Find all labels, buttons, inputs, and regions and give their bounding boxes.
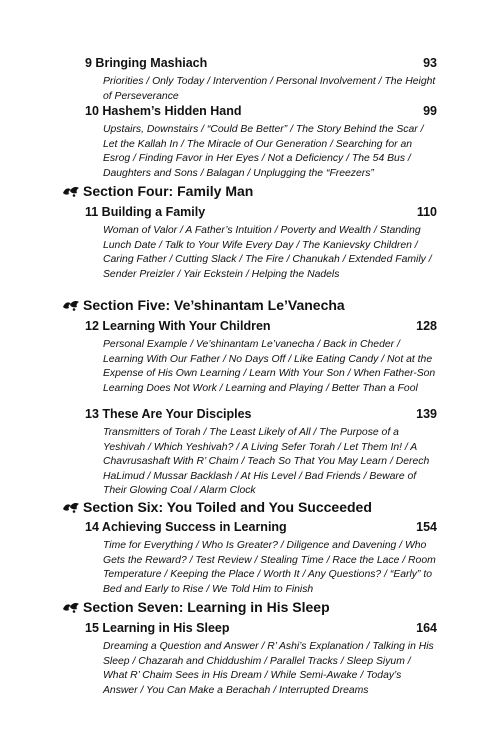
chapter-page-number: 99	[423, 104, 437, 118]
chapter-topics: Personal Example / Ve’shinantam Le’vanecha / Back in Cheder / Learning With Our Father / No Days Off / Like Eating Candy / Not at the Expense of His Own Learning / Learn With Your Son / When Father-Son Learning Does Not Work / Learning and Playing / Better Than a Fool	[103, 339, 436, 394]
section-title: Section Seven: Learning in His Sleep	[83, 599, 330, 615]
section-title: Section Six: You Toiled and You Succeeded	[83, 499, 372, 515]
chapter-title: 9 Bringing Mashiach	[85, 56, 208, 70]
section-heading	[62, 296, 462, 314]
toc-chapter-entry	[85, 204, 437, 282]
chapter-page-number: 128	[416, 319, 437, 333]
fleuron-ornament-icon	[62, 298, 80, 312]
chapter-title: 15 Learning in His Sleep	[85, 621, 230, 635]
section-title: Section Four: Family Man	[83, 183, 254, 199]
chapter-page-number: 164	[416, 621, 437, 635]
chapter-title: 12 Learning With Your Children	[85, 319, 271, 333]
chapter-page-number: 93	[423, 56, 437, 70]
chapter-page-number: 139	[416, 407, 437, 421]
chapter-title: 10 Hashem’s Hidden Hand	[85, 104, 242, 118]
toc-chapter-entry	[85, 620, 437, 698]
fleuron-ornament-icon	[62, 600, 80, 614]
chapter-page-number: 154	[416, 520, 437, 534]
section-title: Section Five: Ve’shinantam Le’Vanecha	[83, 297, 345, 313]
toc-chapter-entry	[85, 406, 437, 499]
chapter-topics: Priorities / Only Today / Intervention / Personal Involvement / The Height of Perseverance	[103, 76, 436, 102]
section-heading	[62, 182, 462, 200]
toc-chapter-entry	[85, 55, 437, 104]
chapter-title: 13 These Are Your Disciples	[85, 407, 252, 421]
fleuron-ornament-icon	[62, 184, 80, 198]
chapter-topics: Woman of Valor / A Father’s Intuition / Poverty and Wealth / Standing Lunch Date / Talk to Your Wife Every Day / The Kanievsky Children / Caring Father / Cutting Slack / The Fire / Chanukah / Extended Family / Sender Preizler / Yair Eckstein / Helping the Nadels	[103, 225, 432, 280]
toc-chapter-entry	[85, 103, 437, 181]
chapter-topics: Upstairs, Downstairs / “Could Be Better” / The Story Behind the Scar / Let the Kallah In / The Miracle of Our Generation / Searching for an Esrog / Finding Favor in Her Eyes / Not a Deficiency / The 54 Bus / Daughters and Sons / Balagan / Unplugging the “Freezers”	[103, 124, 424, 179]
chapter-topics: Transmitters of Torah / The Least Likely of All / The Purpose of a Yeshivah / Which Yeshivah? / A Living Sefer Torah / Let Them In! / A Chavrusashaft With R’ Chaim / Teach So That You May Learn / Derech HaLimud / Mussar Backlash / At His Level / Bad Friends / Beware of Their Glowing Coal / Alarm Clock	[103, 427, 430, 496]
chapter-title: 11 Building a Family	[85, 205, 206, 219]
chapter-title: 14 Achieving Success in Learning	[85, 520, 287, 534]
chapter-topics: Time for Everything / Who Is Greater? / Diligence and Davening / Who Gets the Reward? / Test Review / Stealing Time / Race the Lace / Room Temperature / Keeping the Place / Worth It / Any Questions? / “Early” to Bed and Early to Rise / We Told Him to Finish	[103, 540, 436, 595]
chapter-topics: Dreaming a Question and Answer / R’ Ashi’s Explanation / Talking in His Sleep / Chazarah and Chiddushim / Parallel Tracks / Sleep Siyum / What R’ Chaim Sees in His Dream / While Semi-Awake / Today’s Answer / You Can Make a Berachah / Interrupted Dreams	[103, 641, 434, 696]
fleuron-ornament-icon	[62, 500, 80, 514]
chapter-page-number: 110	[416, 205, 437, 219]
toc-chapter-entry	[85, 318, 437, 396]
section-heading	[62, 598, 462, 616]
toc-chapter-entry	[85, 519, 437, 597]
section-heading	[62, 498, 462, 516]
